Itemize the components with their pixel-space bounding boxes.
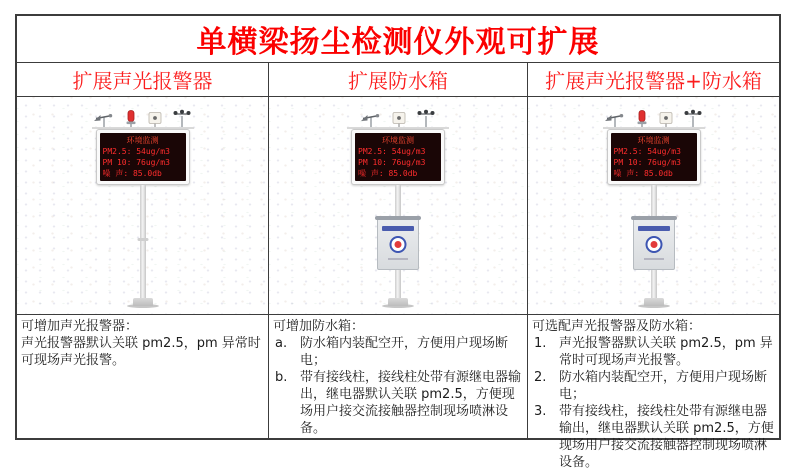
column-header-alarm: 扩展声光报警器 xyxy=(17,63,269,97)
note-item-text: 带有接线柱，接线柱处带有源继电器输出，继电器默认关联 pm2.5，方便现场用户接交流接触器控制现场喷淋设备。 xyxy=(300,370,522,436)
note-item-marker: 1. xyxy=(534,336,547,351)
sensor-row xyxy=(549,106,759,128)
notes-waterproof-box xyxy=(269,315,528,438)
led-line-pm25: PM2.5: 54ug/m3 xyxy=(613,146,681,156)
note-item xyxy=(273,369,522,437)
dust-monitor-device xyxy=(38,98,248,312)
note-item xyxy=(273,335,522,369)
note-body: 声光报警器默认关联 pm2.5，pm 异常时可现场声光报警。 xyxy=(21,336,261,368)
pole-base xyxy=(388,298,408,306)
led-screen xyxy=(355,133,441,181)
sensor-box-icon xyxy=(148,111,162,128)
waterproof-box-logo xyxy=(645,236,662,253)
note-intro: 可选配声光报警器及防水箱： xyxy=(532,319,702,334)
sensor-row xyxy=(293,106,503,128)
sensor-box-icon xyxy=(659,111,673,128)
note-intro: 可增加防水箱： xyxy=(273,319,365,334)
led-screen-title: 环境监测 xyxy=(126,135,159,145)
waterproof-box-label xyxy=(382,226,414,231)
spec-table xyxy=(15,14,781,470)
led-screen xyxy=(100,133,186,181)
note-item-text: 声光报警器默认关联 pm2.5，pm 异常时可现场声光报警。 xyxy=(559,336,773,368)
anemometer-icon xyxy=(684,109,702,128)
waterproof-box-lid xyxy=(631,216,677,220)
led-line-pm10: PM 10: 76ug/m3 xyxy=(358,157,426,167)
led-line-pm25: PM2.5: 54ug/m3 xyxy=(102,146,170,156)
waterproof-box-logo xyxy=(390,236,407,253)
note-item-marker: a. xyxy=(275,336,288,351)
led-line-noise: 噪 声: 85.0db xyxy=(613,168,673,178)
led-screen xyxy=(611,133,697,181)
column-header-alarm-plus-box: 扩展声光报警器+防水箱 xyxy=(528,63,779,97)
led-line-noise: 噪 声: 85.0db xyxy=(102,168,162,178)
pole-base xyxy=(644,298,664,306)
note-item xyxy=(532,369,774,403)
led-display-panel xyxy=(607,129,701,185)
alarm-light-icon xyxy=(636,109,648,128)
notes-alarm xyxy=(17,315,269,438)
led-line-pm25: PM2.5: 54ug/m3 xyxy=(358,146,426,156)
waterproof-box-caption xyxy=(644,258,664,260)
waterproof-box-lid xyxy=(375,216,421,220)
note-item xyxy=(532,403,774,471)
led-line-pm10: PM 10: 76ug/m3 xyxy=(102,157,170,167)
waterproof-box-label xyxy=(638,226,670,231)
sensor-row xyxy=(38,106,248,128)
led-display-panel xyxy=(351,129,445,185)
alarm-light-icon xyxy=(125,109,137,128)
device-photo-alarm xyxy=(17,97,269,315)
note-item-text: 防水箱内装配空开，方便用户现场断电； xyxy=(300,336,509,368)
led-screen-title: 环境监测 xyxy=(637,135,670,145)
wind-vane-icon xyxy=(94,111,114,128)
sensor-box-icon xyxy=(392,111,406,128)
led-line-noise: 噪 声: 85.0db xyxy=(358,168,418,178)
note-item-text: 防水箱内装配空开，方便用户现场断电； xyxy=(559,370,768,402)
note-item-marker: 2. xyxy=(534,370,547,385)
wind-vane-icon xyxy=(605,111,625,128)
wind-vane-icon xyxy=(361,111,381,128)
led-screen-title: 环境监测 xyxy=(382,135,414,145)
pole-base xyxy=(133,298,153,306)
dust-monitor-device xyxy=(549,98,759,312)
pole-collar xyxy=(137,238,148,241)
device-photo-waterproof-box xyxy=(269,97,528,315)
notes-alarm-plus-box xyxy=(528,315,779,470)
mounting-pole xyxy=(140,185,146,302)
anemometer-icon xyxy=(417,109,435,128)
device-photo-alarm-plus-box xyxy=(528,97,779,315)
note-intro: 可增加声光报警器： xyxy=(21,319,139,334)
led-display-panel xyxy=(96,129,190,185)
note-item xyxy=(532,335,774,369)
anemometer-icon xyxy=(173,109,191,128)
note-item-text: 带有接线柱，接线柱处带有源继电器输出，继电器默认关联 pm2.5，方便现场用户接交流接触器控制现场喷淋设备。 xyxy=(559,404,774,470)
waterproof-box-caption xyxy=(388,258,408,260)
page-title: 单横梁扬尘检测仪外观可扩展 xyxy=(17,16,779,63)
led-line-pm10: PM 10: 76ug/m3 xyxy=(613,157,681,167)
dust-monitor-device xyxy=(293,98,503,312)
note-item-marker: b. xyxy=(275,370,288,385)
waterproof-box xyxy=(633,218,675,270)
waterproof-box xyxy=(377,218,419,270)
note-item-marker: 3. xyxy=(534,404,547,419)
column-header-waterproof-box: 扩展防水箱 xyxy=(269,63,528,97)
